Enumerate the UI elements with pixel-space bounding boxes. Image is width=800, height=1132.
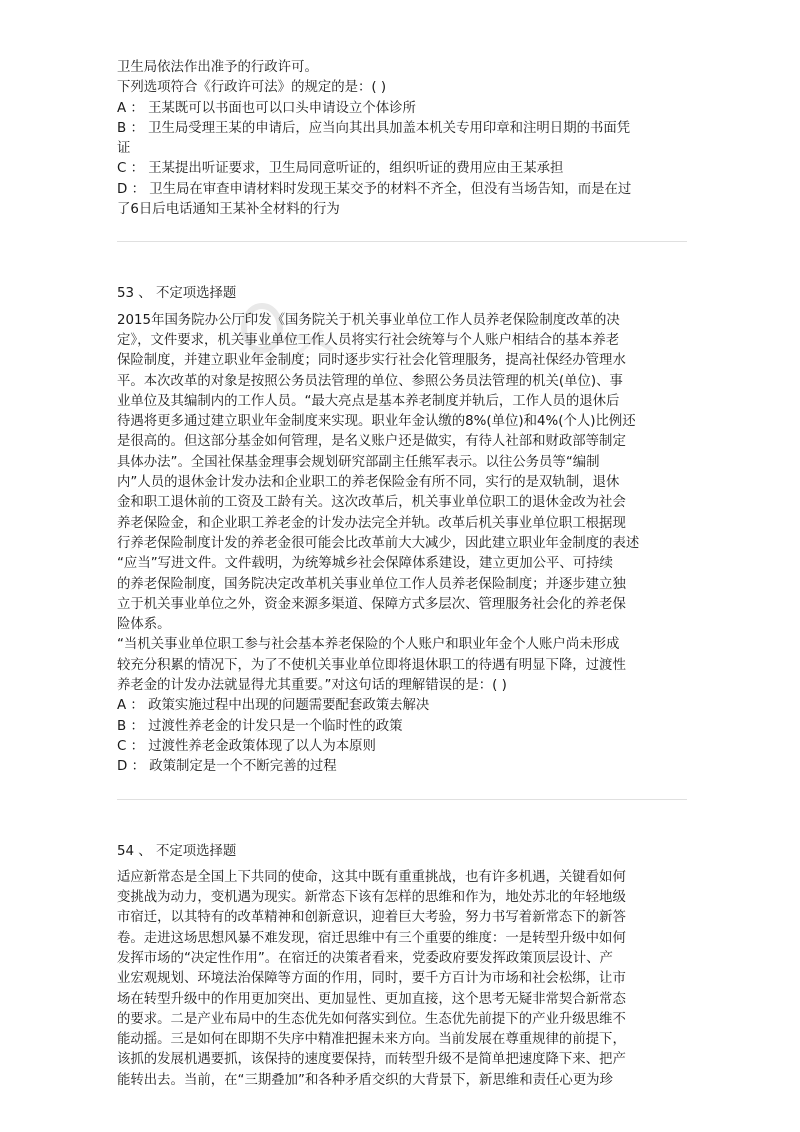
text-line: 业宏观规划、环境法治保障等方面的作用，同时，要千方百计为市场和社会松绑，让市 [117, 971, 626, 987]
question-stem: 养老金的计发办法就显得尤其重要。”对这句话的理解错误的是：( ) [117, 678, 507, 694]
question-header: 53 、 不定项选择题 [117, 286, 237, 302]
text-line: 险体系。 [117, 617, 171, 633]
question-stem: “当机关事业单位职工参与社会基本养老保险的个人账户和职业年金个人账户尚未形成 [117, 637, 620, 653]
question-stem: 较充分积累的情况下，为了不使机关事业单位即将退休职工的待遇有明显下降，过渡性 [117, 657, 626, 673]
text-line: 发挥市场的“决定性作用”。在宿迁的决策者看来，党委政府要发挥政策顶层设计、产 [117, 950, 613, 966]
text-line: 待遇将更多通过建立职业年金制度来实现。职业年金认缴的8%(单位)和4%(个人)比例还 [117, 414, 636, 430]
text-line: 市宿迁，以其特有的改革精神和创新意识，迎着巨大考验，努力书写着新常态下的新答 [117, 910, 626, 926]
text-line: 适应新常态是全国上下共同的使命，这其中既有重重挑战，也有许多机遇，关键看如何 [117, 869, 626, 885]
text-line: 变挑战为动力，变机遇为现实。新常态下该有怎样的思维和作为，地处苏北的年轻地级 [117, 890, 626, 906]
option-a: A ： 王某既可以书面也可以口头申请设立个体诊所 [117, 100, 416, 116]
text-line: 该抓的发展机遇要抓，该保持的速度要保持，而转型升级不是简单把速度降下来、把产 [117, 1052, 626, 1068]
option-c: C ： 过渡性养老金政策体现了以人为本原则 [117, 738, 376, 754]
text-line: 养老保险金，和企业职工养老金的计发办法完全并轨。改革后机关事业单位职工根据现 [117, 515, 626, 531]
document-page [117, 58, 687, 1091]
text-line: 金和职工退休前的工资及工龄有关。这次改革后，机关事业单位职工的退休金改为社会 [117, 495, 626, 511]
previous-question [117, 58, 687, 220]
option-b: B ： 卫生局受理王某的申请后，应当向其出具加盖本机关专用印章和注明日期的书面凭 [117, 120, 631, 136]
text-line: 能转出去。当前，在“三期叠加”和各种矛盾交织的大背景下，新思维和责任心更为珍 [117, 1072, 613, 1088]
question-stem: 下列选项符合《行政许可法》的规定的是：( ) [117, 80, 387, 96]
text-line: 定》，文件要求，机关事业单位工作人员将实行社会统筹与个人账户相结合的基本养老 [117, 332, 620, 348]
option-d-cont: 了6日后电话通知王某补全材料的行为 [117, 202, 340, 218]
text-line: 卷。走进这场思想风暴不难发现，宿迁思维中有三个重要的维度：一是转型升级中如何 [117, 930, 626, 946]
text-line: 2015年国务院办公厅印发《国务院关于机关事业单位工作人员养老保险制度改革的决 [117, 312, 620, 328]
text-line: 是很高的。但这部分基金如何管理，是名义账户还是做实，有待人社部和财政部等制定 [117, 434, 626, 450]
text-line: 场在转型升级中的作用更加突出、更加显性、更加直接，这个思考无疑非常契合新常态 [117, 991, 626, 1007]
question-53 [117, 284, 687, 777]
text-line: 具体办法”。全国社保基金理事会规划研究部副主任熊军表示。以往公务员等“编制 [117, 454, 600, 470]
section-divider [117, 241, 687, 242]
text-line: 行养老保险制度计发的养老金很可能会比改革前大大减少，因此建立职业年金制度的表述 [117, 535, 640, 551]
option-d: D ： 卫生局在审查申请材料时发现王某交予的材料不齐全，但没有当场告知，而是在过 [117, 181, 632, 197]
text-line: 的要求。二是产业布局中的生态优先如何落实到位。生态优先前提下的产业升级思维不 [117, 1011, 626, 1027]
text-line: “应当”写进文件。文件载明，为统筹城乡社会保障体系建设，建立更加公平、可持续 [117, 556, 613, 572]
text-line: 立于机关事业单位之外，资金来源多渠道、保障方式多层次、管理服务社会化的养老保 [117, 596, 626, 612]
question-54 [117, 842, 687, 1092]
text-line: 业单位及其编制内的工作人员。“最大亮点是基本养老制度并轨后，工作人员的退休后 [117, 393, 620, 409]
option-b-cont: 证 [117, 141, 131, 157]
text-line: 保险制度，并建立职业年金制度；同时逐步实行社会化管理服务，提高社保经办管理水 [117, 353, 626, 369]
option-c: C ： 王某提出听证要求，卫生局同意听证的，组织听证的费用应由王某承担 [117, 161, 564, 177]
text-line: 的养老保险制度，国务院决定改革机关事业单位工作人员养老保险制度；并逐步建立独 [117, 576, 626, 592]
text-line: 卫生局依法作出准予的行政许可。 [117, 60, 318, 75]
text-line: 能动摇。三是如何在即期不失序中精准把握未来方向。当前发展在尊重规律的前提下， [117, 1032, 626, 1048]
text-line: 内”人员的退休金计发办法和企业职工的养老保险金有所不同，实行的是双轨制，退休 [117, 475, 620, 491]
section-divider [117, 799, 687, 800]
option-b: B ： 过渡性养老金的计发只是一个临时性的政策 [117, 718, 403, 734]
text-line: 平。本次改革的对象是按照公务员法管理的单位、参照公务员法管理的机关(单位)、事 [117, 373, 623, 389]
option-a: A ： 政策实施过程中出现的问题需要配套政策去解决 [117, 698, 430, 714]
question-header: 54 、 不定项选择题 [117, 843, 237, 859]
option-d: D ： 政策制定是一个不断完善的过程 [117, 759, 337, 775]
